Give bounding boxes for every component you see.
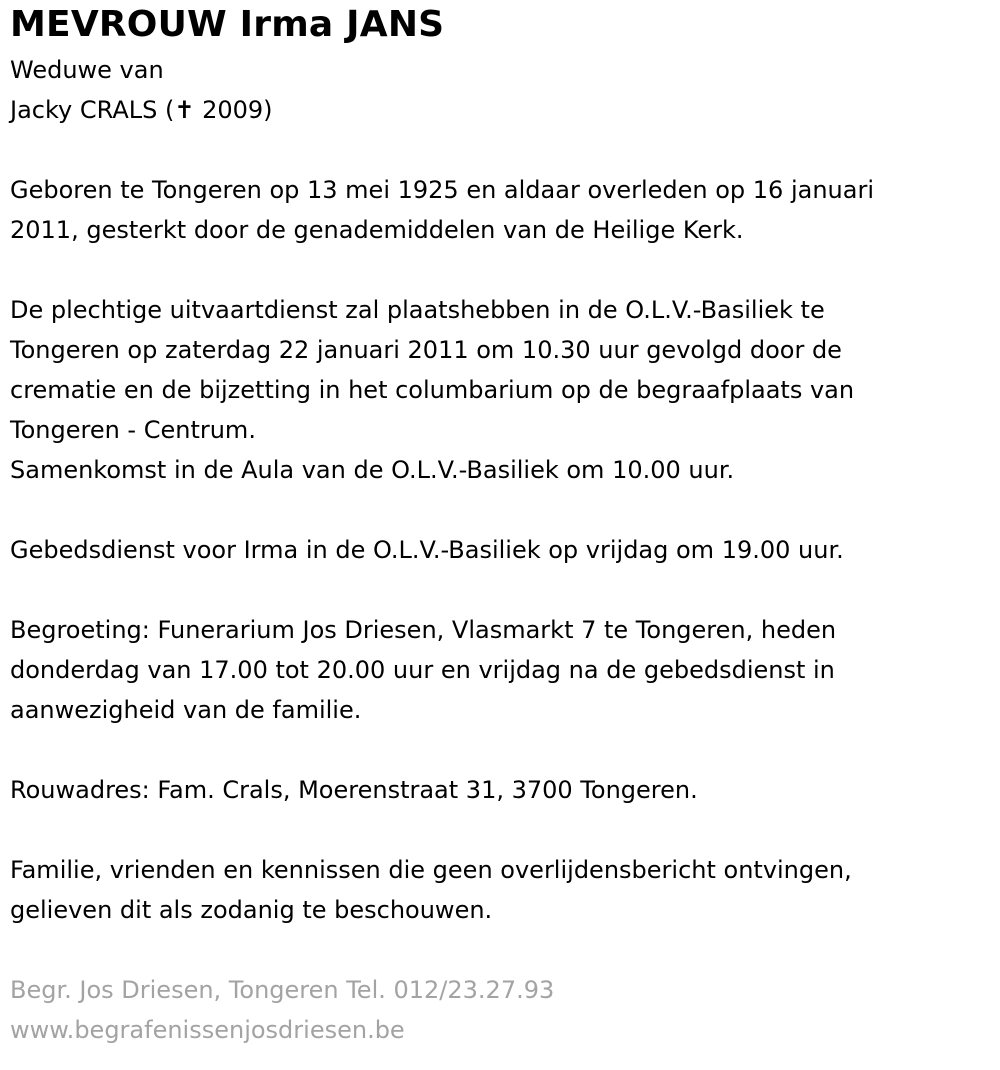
spacer [10, 930, 990, 970]
spacer [10, 570, 990, 610]
funeral-line-4: Tongeren - Centrum. [10, 416, 256, 444]
death-notice [10, 0, 990, 1050]
address-paragraph [10, 770, 990, 810]
birth-death-line-2: 2011, gesterkt door de genademiddelen van de Heilige Kerk. [10, 216, 744, 244]
notice-line-1: Familie, vrienden en kennissen die geen overlijdensbericht ontvingen, [10, 856, 852, 884]
spouse-line: Jacky CRALS (✝ 2009) [10, 96, 273, 124]
funeral-line-2: Tongeren op zaterdag 22 januari 2011 om 10.30 uur gevolgd door de [10, 336, 842, 364]
viewing-line-2: donderdag van 17.00 tot 20.00 uur en vrijdag na de gebedsdienst in [10, 656, 835, 684]
notice-line-2: gelieven dit als zodanig te beschouwen. [10, 896, 493, 924]
spacer [10, 490, 990, 530]
deceased-name: MEVROUW Irma JANS [10, 4, 445, 45]
gathering-line: Samenkomst in de Aula van de O.L.V.-Basiliek om 10.00 uur. [10, 456, 735, 484]
funeral-paragraph [10, 290, 990, 490]
spacer [10, 810, 990, 850]
birth-death-paragraph [10, 170, 990, 250]
footer [10, 970, 990, 1050]
viewing-paragraph [10, 610, 990, 730]
viewing-line-3: aanwezigheid van de familie. [10, 696, 362, 724]
funeral-line-3: crematie en de bijzetting in het columbarium op de begraafplaats van [10, 376, 855, 404]
spacer [10, 250, 990, 290]
funeral-line-1: De plechtige uitvaartdienst zal plaatshebben in de O.L.V.-Basiliek te [10, 296, 825, 324]
relation-line: Weduwe van [10, 56, 164, 84]
website-link[interactable]: www.begrafenissenjosdriesen.be [10, 1016, 405, 1044]
prayer-service-paragraph [10, 530, 990, 570]
prayer-service-line: Gebedsdienst voor Irma in de O.L.V.-Basiliek op vrijdag om 19.00 uur. [10, 536, 844, 564]
birth-death-line-1: Geboren te Tongeren op 13 mei 1925 en aldaar overleden op 16 januari [10, 176, 874, 204]
spacer [10, 130, 990, 170]
spacer [10, 730, 990, 770]
undertaker-line: Begr. Jos Driesen, Tongeren Tel. 012/23.27.93 [10, 976, 555, 1004]
mourning-address-line: Rouwadres: Fam. Crals, Moerenstraat 31, 3700 Tongeren. [10, 776, 698, 804]
notice-paragraph [10, 850, 990, 930]
viewing-line-1: Begroeting: Funerarium Jos Driesen, Vlasmarkt 7 te Tongeren, heden [10, 616, 837, 644]
